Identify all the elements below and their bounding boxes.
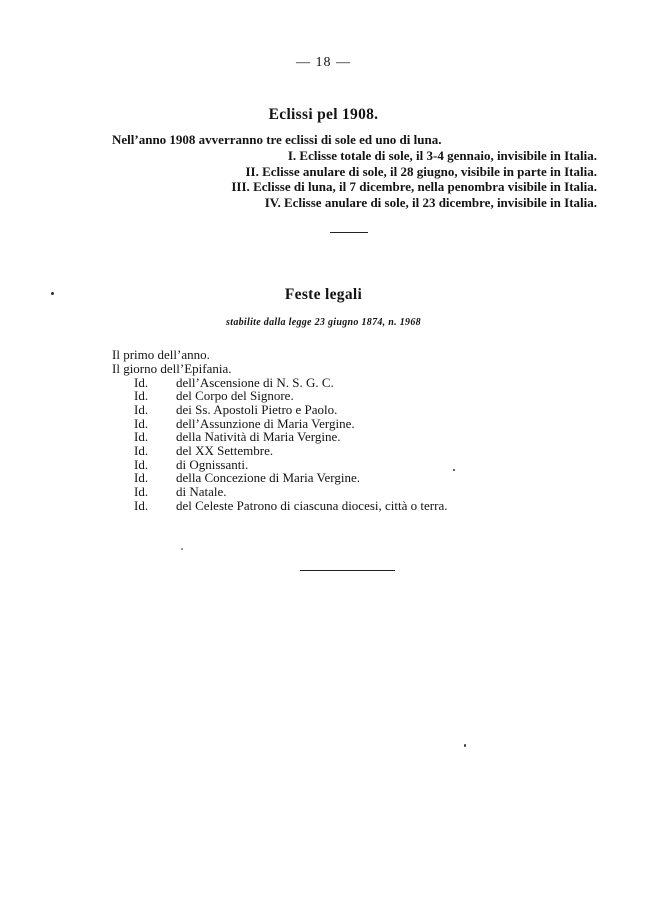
eclissi-intro: Nell’anno 1908 avverranno tre eclissi di sole ed uno di luna. <box>112 132 442 147</box>
feste-item-text: del XX Settembre. <box>176 442 274 458</box>
feste-item-text: della Concezione di Maria Vergine. <box>176 470 360 486</box>
feste-line: Il primo dell’anno. <box>112 347 210 362</box>
feste-item-text: della Natività di Maria Vergine. <box>176 429 341 445</box>
feste-item <box>112 430 447 444</box>
section-divider <box>300 570 395 571</box>
feste-item-text: dell’Assunzione di Maria Vergine. <box>176 415 355 431</box>
feste-item-text: dei Ss. Apostoli Pietro e Paolo. <box>176 401 338 417</box>
feste-item-text: di Ognissanti. <box>176 456 249 472</box>
page-number: — 18 — <box>296 55 351 70</box>
feste-item <box>112 444 447 458</box>
section-divider <box>330 232 368 233</box>
feste-item-text: del Celeste Patrono di ciascuna diocesi, città o terra. <box>176 497 448 513</box>
feste-item-abbr: Id. <box>134 429 149 445</box>
feste-subtitle: stabilite dalla legge 23 giugno 1874, n. 1968 <box>226 317 421 328</box>
print-speck <box>181 548 183 550</box>
print-speck <box>453 469 455 471</box>
eclissi-item-number: I. <box>287 148 297 163</box>
eclissi-item <box>112 179 597 195</box>
feste-item-abbr: Id. <box>134 470 149 486</box>
feste-item <box>112 499 447 513</box>
feste-item <box>112 376 447 390</box>
feste-item <box>112 458 447 472</box>
feste-line: Il giorno dell’Epifania. <box>112 360 232 376</box>
eclissi-item-number: III. <box>231 179 250 194</box>
eclissi-item-text: Eclisse di luna, il 7 dicembre, nella penombra visibile in Italia. <box>253 179 597 194</box>
feste-item <box>112 389 447 403</box>
feste-item <box>112 417 447 431</box>
eclissi-item-number: II. <box>245 163 259 179</box>
feste-item-text: del Corpo del Signore. <box>176 388 294 404</box>
feste-item-abbr: Id. <box>134 497 149 513</box>
feste-item-abbr: Id. <box>134 374 149 390</box>
eclissi-item <box>112 148 597 164</box>
feste-title: Feste legali <box>284 286 363 303</box>
feste-item-abbr: Id. <box>134 456 149 472</box>
feste-item <box>112 471 447 485</box>
feste-item-text: di Natale. <box>176 484 227 499</box>
feste-item-abbr: Id. <box>134 484 149 499</box>
feste-list <box>112 376 447 513</box>
feste-item-abbr: Id. <box>134 401 149 417</box>
eclissi-item-number: IV. <box>264 194 281 210</box>
eclissi-item <box>112 164 597 180</box>
feste-intro-lines <box>112 348 232 375</box>
feste-item-abbr: Id. <box>134 388 149 404</box>
eclissi-item-text: Eclisse totale di sole, il 3-4 gennaio, invisibile in Italia. <box>299 148 597 163</box>
print-speck <box>464 744 466 747</box>
feste-item-text: dell’Ascensione di N. S. G. C. <box>176 374 334 390</box>
eclissi-title: Eclissi pel 1908. <box>268 106 379 123</box>
feste-item-abbr: Id. <box>134 415 149 431</box>
eclissi-item <box>112 195 597 211</box>
feste-item <box>112 403 447 417</box>
feste-item-abbr: Id. <box>134 442 149 458</box>
feste-item <box>112 485 447 499</box>
eclissi-item-text: Eclisse anulare di sole, il 23 dicembre, invisibile in Italia. <box>284 194 597 210</box>
eclissi-list <box>112 148 597 210</box>
eclissi-item-text: Eclisse anulare di sole, il 28 giugno, visibile in parte in Italia. <box>262 163 597 179</box>
